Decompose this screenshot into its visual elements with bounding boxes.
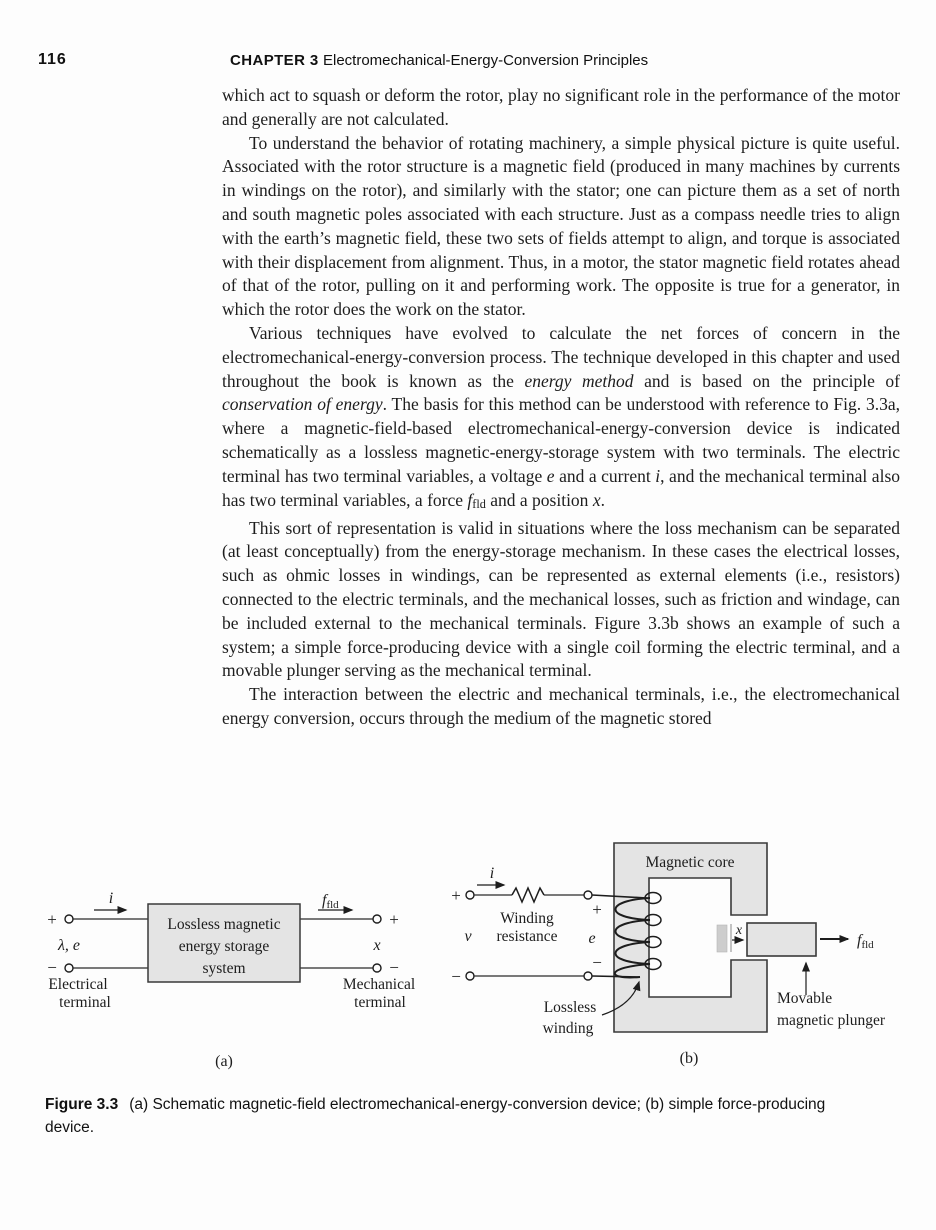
terminal-circle bbox=[65, 964, 73, 972]
text-run: . The basis for this method can be understood with reference to Fig. 3.3a, where a magnetic-field-based electromechanical-energy-conversion device is indicated schematically as a lossless magnetic-energy-storage system with two terminals. The electric terminal has two terminal variables, a voltage bbox=[222, 394, 900, 486]
text-run: . bbox=[600, 489, 605, 510]
plunger-label-line1: Movable bbox=[777, 990, 833, 1007]
plunger-rect bbox=[747, 923, 816, 956]
terminal-circle bbox=[65, 915, 73, 923]
resistor-zigzag bbox=[512, 888, 544, 902]
subfigure-a-label: (a) bbox=[215, 1053, 233, 1070]
force-label: ffld bbox=[322, 892, 339, 911]
figure-caption-text: (a) Schematic magnetic-field electromechanical-energy-conversion device; (b) simple force-producing device. bbox=[45, 1096, 826, 1136]
italic-text: conservation of energy bbox=[222, 394, 383, 415]
chapter-label: CHAPTER 3 bbox=[230, 52, 319, 69]
mechanical-terminal-line2: terminal bbox=[354, 994, 406, 1011]
electrical-terminal-line2: terminal bbox=[59, 994, 111, 1011]
magnetic-core-label: Magnetic core bbox=[645, 854, 735, 871]
subscript-text: fld bbox=[472, 496, 486, 511]
paragraph bbox=[222, 517, 900, 684]
plus-sign: + bbox=[389, 910, 399, 929]
paragraph bbox=[222, 683, 900, 731]
text-run: , and the mechanical terminal also has two terminal variables, a force bbox=[222, 465, 901, 510]
italic-text: energy method bbox=[524, 370, 634, 391]
gap-label: x bbox=[735, 923, 743, 938]
italic-text: i bbox=[655, 465, 661, 486]
paragraph bbox=[222, 322, 900, 517]
flux-voltage-label: λ, e bbox=[58, 937, 81, 954]
figure-caption bbox=[45, 1094, 837, 1139]
winding-resistance-line1: Winding bbox=[500, 910, 554, 927]
figure-3-3 bbox=[0, 835, 936, 1085]
terminal-circle bbox=[584, 972, 592, 980]
text-run: and is based on the principle of bbox=[633, 370, 900, 391]
diagram-a bbox=[47, 890, 415, 1070]
terminal-circle bbox=[466, 891, 474, 899]
text-run: which act to squash or deform the rotor, play no significant role in the performance of the motor and generally are not calculated. bbox=[222, 85, 900, 129]
diagram-b bbox=[451, 843, 886, 1067]
text-run: and a current bbox=[554, 465, 656, 486]
box-text-line2: energy storage bbox=[178, 938, 270, 955]
terminal-circle bbox=[373, 915, 381, 923]
mechanical-terminal-line1: Mechanical bbox=[342, 976, 416, 993]
minus-sign: − bbox=[592, 953, 602, 972]
plus-sign: + bbox=[592, 900, 602, 919]
paragraph bbox=[222, 84, 900, 132]
page-number: 116 bbox=[38, 51, 67, 68]
plunger-label-line2: magnetic plunger bbox=[777, 1012, 886, 1029]
current-label: i bbox=[108, 890, 114, 907]
position-label: x bbox=[373, 937, 381, 954]
text-run: This sort of representation is valid in situations where the loss mechanism can be separated (at least conceptually) from the energy-storage mechanism. In these cases the electrical losses, such as ohmic losses in windings, can be represented as external elements (i.e., resistors) connected to the electric terminals, and the mechanical losses, such as friction and windage, can be included external to the mechanical terminals. Figure 3.3b shows an example of such a system; a simple force-producing device with a single coil forming the electric terminal, and a movable plunger serving as the mechanical terminal. bbox=[222, 517, 900, 681]
magnetic-core-shape bbox=[614, 843, 767, 1032]
force-label: ffld bbox=[857, 932, 874, 951]
lossless-winding-line1: Lossless bbox=[543, 999, 597, 1016]
body-text bbox=[222, 84, 900, 731]
terminal-circle bbox=[373, 964, 381, 972]
lossless-winding-line2: winding bbox=[542, 1020, 594, 1037]
current-label: i bbox=[489, 865, 495, 882]
figure-caption-tag: Figure 3.3 bbox=[45, 1096, 119, 1113]
text-run: and a position bbox=[485, 489, 593, 510]
italic-text: f bbox=[467, 489, 473, 510]
chapter-title: Electromechanical-Energy-Conversion Principles bbox=[323, 52, 649, 69]
winding-resistance-line2: resistance bbox=[496, 928, 558, 945]
box-text-line1: Lossless magnetic bbox=[167, 916, 281, 933]
text-run: Various techniques have evolved to calculate the net forces of concern in the electromechanical-energy-conversion process. The technique developed in this chapter and used throughout the book is known as the bbox=[222, 322, 900, 391]
running-head bbox=[0, 51, 936, 73]
source-label: v bbox=[464, 928, 472, 945]
air-gap-strip bbox=[717, 925, 727, 952]
italic-text: e bbox=[546, 465, 555, 486]
emf-label: e bbox=[588, 930, 596, 947]
electrical-terminal-line1: Electrical bbox=[48, 976, 108, 993]
text-run: The interaction between the electric and mechanical terminals, i.e., the electromechanical energy conversion, occurs through the medium of the magnetic stored bbox=[222, 684, 900, 728]
terminal-circle bbox=[584, 891, 592, 899]
minus-sign: − bbox=[389, 958, 399, 977]
minus-sign: − bbox=[451, 967, 461, 986]
box-text-line3: system bbox=[202, 960, 246, 977]
italic-text: x bbox=[592, 489, 601, 510]
plus-sign: + bbox=[451, 886, 461, 905]
terminal-circle bbox=[466, 972, 474, 980]
text-run: To understand the behavior of rotating machinery, a simple physical picture is quite useful. Associated with the rotor structure is a magnetic field (produced in many machines by currents in windings on the rotor), and similarly with the stator; one can picture them as a set of north and south magnetic poles associated with each structure. Just as a compass needle tries to align with the earth’s magnetic field, these two sets of fields attempt to align, and torque is associated with their displacement from alignment. Thus, in a motor, the stator magnetic field rotates ahead of that of the rotor, pulling on it and performing work. The opposite is true for a generator, in which the rotor does the work on the stator. bbox=[222, 132, 900, 320]
subfigure-b-label: (b) bbox=[679, 1050, 699, 1067]
paragraph bbox=[222, 132, 900, 322]
minus-sign: − bbox=[47, 958, 57, 977]
plus-sign: + bbox=[47, 910, 57, 929]
